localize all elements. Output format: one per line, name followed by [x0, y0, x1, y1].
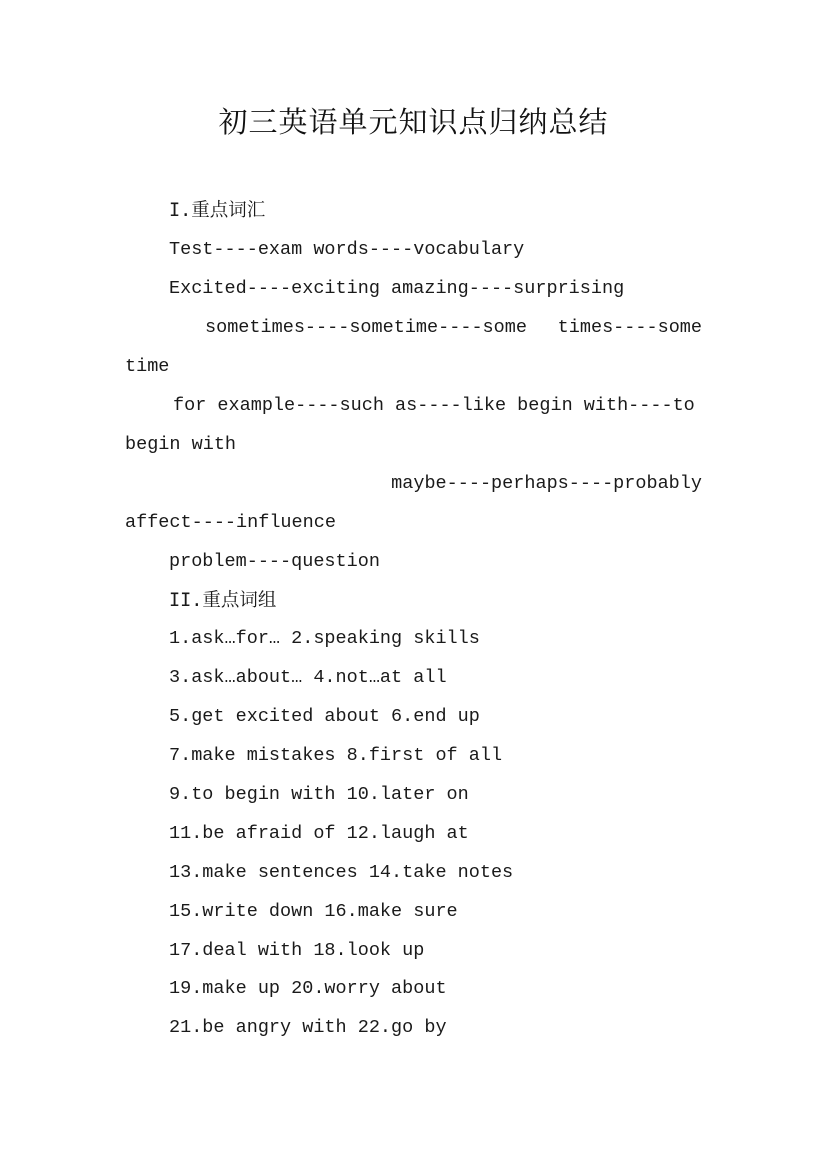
- vocab-line-3-part-a: sometimes----sometime----some: [205, 317, 527, 338]
- phrase-line: 11.be afraid of 12.laugh at: [169, 823, 469, 844]
- phrase-line: 7.make mistakes 8.first of all: [169, 745, 503, 766]
- vocab-line-3-part-b: times----some: [557, 317, 702, 338]
- phrase-line: 9.to begin with 10.later on: [169, 784, 469, 805]
- vocab-line-3: [205, 315, 702, 341]
- phrase-line: 5.get excited about 6.end up: [169, 706, 480, 727]
- phrase-line: 21.be angry with 22.go by: [169, 1017, 447, 1038]
- phrase-line: 19.make up 20.worry about: [169, 978, 447, 999]
- phrase-line: 1.ask…for… 2.speaking skills: [169, 628, 480, 649]
- vocab-line-6: affect----influence: [125, 512, 336, 533]
- vocab-line-4-text: for example----such as----like begin with----to: [173, 395, 695, 416]
- vocab-line-4-continuation: begin with: [125, 434, 237, 455]
- vocab-line-4: [173, 393, 702, 419]
- section-heading-vocabulary: I.重点词汇: [169, 200, 266, 221]
- section-heading-phrases: II.重点词组: [169, 590, 277, 611]
- phrase-line: 17.deal with 18.look up: [169, 940, 425, 961]
- phrase-line: 13.make sentences 14.take notes: [169, 862, 514, 883]
- vocab-line-3-continuation: time: [125, 356, 170, 377]
- phrase-line: 3.ask…about… 4.not…at all: [169, 667, 447, 688]
- vocab-line-5: maybe----perhaps----probably: [391, 473, 702, 494]
- vocab-line-2: Excited----exciting amazing----surprising: [169, 278, 625, 299]
- phrase-line: 15.write down 16.make sure: [169, 901, 458, 922]
- document-title: 初三英语单元知识点归纳总结: [218, 105, 609, 139]
- vocab-line-1: Test----exam words----vocabulary: [169, 239, 525, 260]
- vocab-line-7: problem----question: [169, 551, 380, 572]
